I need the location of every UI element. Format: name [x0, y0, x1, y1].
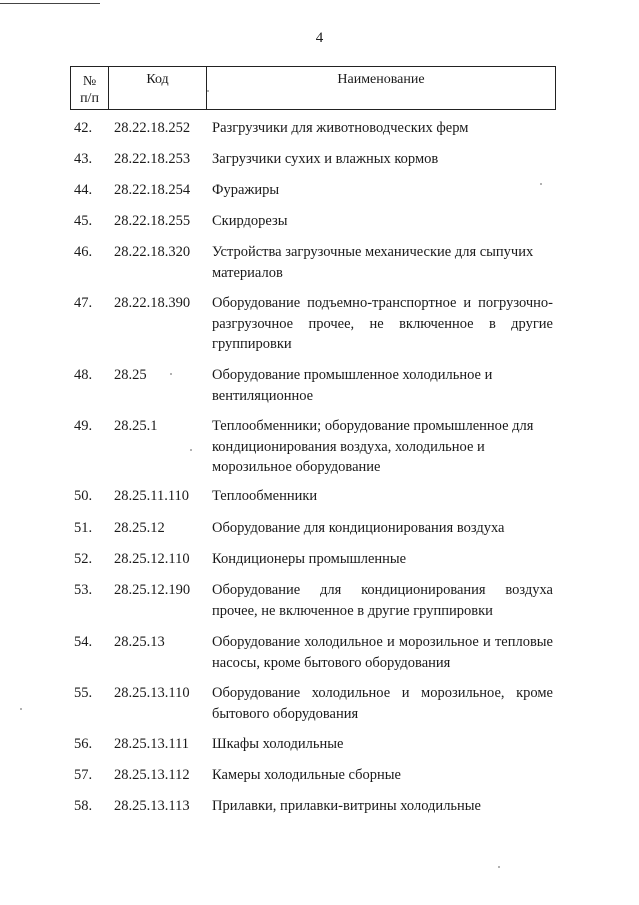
row-number: 46. — [74, 244, 93, 260]
row-name: Оборудование для кондиционирования воздуха прочее, не включенное в другие группировки — [212, 582, 553, 619]
row-number: 47. — [74, 295, 93, 311]
table-header — [70, 66, 556, 110]
row-number: 58. — [74, 798, 93, 814]
row-name: Прилавки, прилавки-витрины холодильные — [212, 798, 481, 814]
row-name: Оборудование для кондиционирования воздуха — [212, 520, 505, 536]
row-code: 28.25.13 — [114, 634, 165, 650]
row-code: 28.22.18.252 — [114, 120, 191, 136]
row-code: 28.25.13.112 — [114, 767, 190, 783]
row-name: Теплообменники — [212, 488, 318, 504]
row-name: Шкафы холодильные — [212, 736, 344, 752]
row-code: 28.25.13.113 — [114, 798, 190, 814]
row-name: Фуражиры — [212, 182, 280, 198]
row-code: 28.22.18.253 — [114, 151, 191, 167]
row-code: 28.22.18.254 — [114, 182, 191, 198]
row-code: 28.22.18.320 — [114, 244, 191, 260]
row-name: Кондиционеры промышленные — [212, 551, 407, 567]
header-code-column: Код — [109, 67, 207, 109]
row-code: 28.25.12.190 — [114, 582, 191, 598]
header-number-column — [71, 67, 109, 109]
row-number: 50. — [74, 488, 93, 504]
row-number: 52. — [74, 551, 93, 567]
header-number-symbol: № — [82, 73, 97, 89]
row-name: Теплообменники; оборудование промышленное для кондиционирования воздуха, холодильное и морозильное оборудование — [212, 418, 534, 475]
row-number: 45. — [74, 213, 93, 229]
scan-speck — [20, 708, 22, 710]
row-name: Оборудование холодильное и морозильное, кроме бытового оборудования — [212, 685, 553, 722]
row-code: 28.25.13.111 — [114, 736, 190, 752]
row-number: 57. — [74, 767, 93, 783]
row-number: 48. — [74, 367, 93, 383]
row-code: 28.25 — [114, 367, 147, 383]
page-number: 4 — [315, 30, 324, 46]
scan-speck — [207, 90, 209, 92]
scan-speck — [498, 866, 500, 868]
row-code: 28.25.13.110 — [114, 685, 190, 701]
row-code: 28.25.12 — [114, 520, 165, 536]
row-name: Оборудование холодильное и морозильное и тепловые насосы, кроме бытового оборудования — [212, 634, 553, 671]
row-name: Загрузчики сухих и влажных кормов — [212, 151, 439, 167]
corner-rule-divider — [0, 3, 100, 4]
scan-speck — [190, 449, 192, 451]
row-number: 51. — [74, 520, 93, 536]
row-name: Скирдорезы — [212, 213, 288, 229]
header-name-column: Наименование — [337, 72, 425, 87]
header-number-abbrev: п/п — [80, 90, 99, 106]
row-code: 28.22.18.390 — [114, 295, 191, 311]
scan-speck — [540, 183, 542, 185]
row-number: 56. — [74, 736, 93, 752]
row-number: 54. — [74, 634, 93, 650]
row-number: 43. — [74, 151, 93, 167]
row-code: 28.25.1 — [114, 418, 158, 434]
row-name: Камеры холодильные сборные — [212, 767, 401, 783]
row-code: 28.25.12.110 — [114, 551, 190, 567]
row-name: Оборудование подъемно-транспортное и погрузочно-разгрузочное прочее, не включенное в другие группировки — [212, 295, 553, 352]
row-number: 42. — [74, 120, 93, 136]
row-name: Разгрузчики для животноводческих ферм — [212, 120, 469, 136]
row-number: 55. — [74, 685, 93, 701]
row-name: Устройства загрузочные механические для сыпучих материалов — [212, 244, 534, 281]
row-code: 28.22.18.255 — [114, 213, 191, 229]
row-code: 28.25.11.110 — [114, 488, 190, 504]
row-number: 49. — [74, 418, 93, 434]
row-number: 44. — [74, 182, 93, 198]
row-number: 53. — [74, 582, 93, 598]
scan-speck — [170, 373, 172, 375]
row-name: Оборудование промышленное холодильное и вентиляционное — [212, 367, 493, 404]
